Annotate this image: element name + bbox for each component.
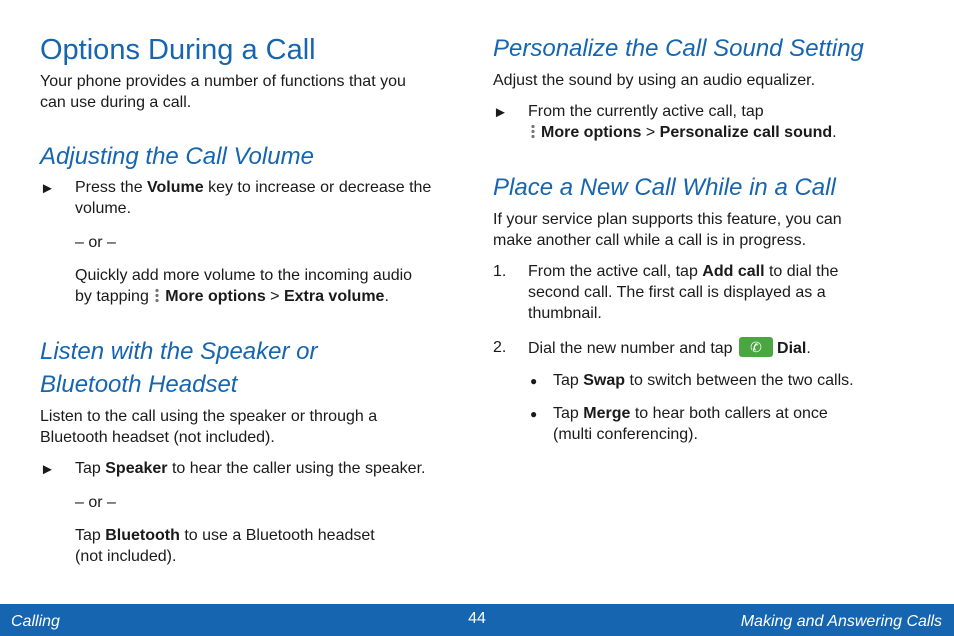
text: Quickly add more volume to the incoming audio (75, 267, 413, 284)
bullet-triangle-icon: ► (40, 180, 55, 197)
text: (not included). (75, 548, 177, 565)
sound-step (528, 101, 918, 143)
step-number: 1. (493, 263, 507, 280)
text: From the currently active call, tap (528, 103, 764, 120)
more-options-label: More options (165, 288, 266, 305)
text: Tap (75, 460, 106, 477)
bluetooth-text (75, 525, 475, 567)
page-title: Options During a Call (40, 34, 316, 66)
text: key to increase or decrease the (203, 179, 432, 196)
speaker-step (75, 458, 475, 479)
text: to hear the caller using the speaker. (167, 460, 426, 477)
text: (multi conferencing). (553, 426, 698, 443)
intro-text (40, 71, 470, 113)
more-options-icon (155, 288, 159, 303)
more-options-icon (531, 124, 535, 139)
step-dial (528, 337, 918, 359)
bullet-dot-icon: ● (530, 407, 538, 421)
intro-line-2: can use during a call. (40, 94, 192, 111)
section-heading-speaker (40, 335, 460, 401)
bullet-triangle-icon: ► (493, 104, 508, 121)
section-heading-sound: Personalize the Call Sound Setting (493, 35, 864, 62)
text: Tap (553, 372, 584, 389)
page-number: 44 (468, 610, 486, 627)
bluetooth-label: Bluetooth (105, 527, 180, 544)
text: From the active call, tap (528, 263, 703, 280)
section-heading-volume: Adjusting the Call Volume (40, 143, 314, 170)
speaker-label: Speaker (105, 460, 168, 477)
merge-label: Merge (583, 405, 631, 422)
volume-step (75, 177, 475, 219)
personalize-call-sound-label: Personalize call sound (659, 124, 833, 141)
add-call-label: Add call (702, 263, 765, 280)
speaker-intro (40, 406, 470, 448)
text: by tapping (75, 288, 154, 305)
text: Dial the new number and tap (528, 340, 738, 357)
section-heading-new-call: Place a New Call While in a Call (493, 174, 836, 201)
text: Listen to the call using the speaker or through a (40, 408, 378, 425)
footer-section: Making and Answering Calls (740, 613, 942, 630)
text: Press the (75, 179, 148, 196)
bullet-dot-icon: ● (530, 374, 538, 388)
volume-key-label: Volume (147, 179, 204, 196)
extra-volume-text (75, 265, 475, 307)
text: > (265, 288, 284, 305)
text: Tap (75, 527, 106, 544)
extra-volume-label: Extra volume (283, 288, 385, 305)
or-separator: – or – (75, 234, 116, 251)
swap-label: Swap (583, 372, 626, 389)
intro-line-1: Your phone provides a number of functions that you (40, 73, 406, 90)
more-options-label: More options (541, 124, 642, 141)
dial-label: Dial (777, 340, 807, 357)
or-separator: – or – (75, 494, 116, 511)
text: Bluetooth headset (not included). (40, 429, 275, 446)
footer-chapter: Calling (11, 613, 60, 630)
text: to switch between the two calls. (625, 372, 854, 389)
phone-glyph: ✆ (750, 339, 762, 355)
text: volume. (75, 200, 132, 217)
text: . (832, 124, 837, 141)
text: . (384, 288, 389, 305)
merge-sub-step (553, 403, 913, 445)
sound-intro: Adjust the sound by using an audio equalizer. (493, 72, 816, 89)
dial-phone-icon (739, 337, 773, 357)
text: . (806, 340, 811, 357)
step-number: 2. (493, 339, 507, 356)
step-add-call (528, 261, 918, 324)
swap-sub-step (553, 370, 913, 391)
page-footer (0, 604, 954, 636)
text: > (641, 124, 660, 141)
text: make another call while a call is in progress. (493, 232, 807, 249)
heading-line-2: Bluetooth Headset (40, 371, 238, 398)
new-call-intro (493, 209, 913, 251)
bullet-triangle-icon: ► (40, 461, 55, 478)
text: to use a Bluetooth headset (179, 527, 375, 544)
text: Tap (553, 405, 584, 422)
text: If your service plan supports this feature, you can (493, 211, 842, 228)
text: thumbnail. (528, 305, 602, 322)
text: to hear both callers at once (630, 405, 828, 422)
text: to dial the (764, 263, 839, 280)
heading-line-1: Listen with the Speaker or (40, 338, 318, 365)
text: second call. The first call is displayed as a (528, 284, 826, 301)
